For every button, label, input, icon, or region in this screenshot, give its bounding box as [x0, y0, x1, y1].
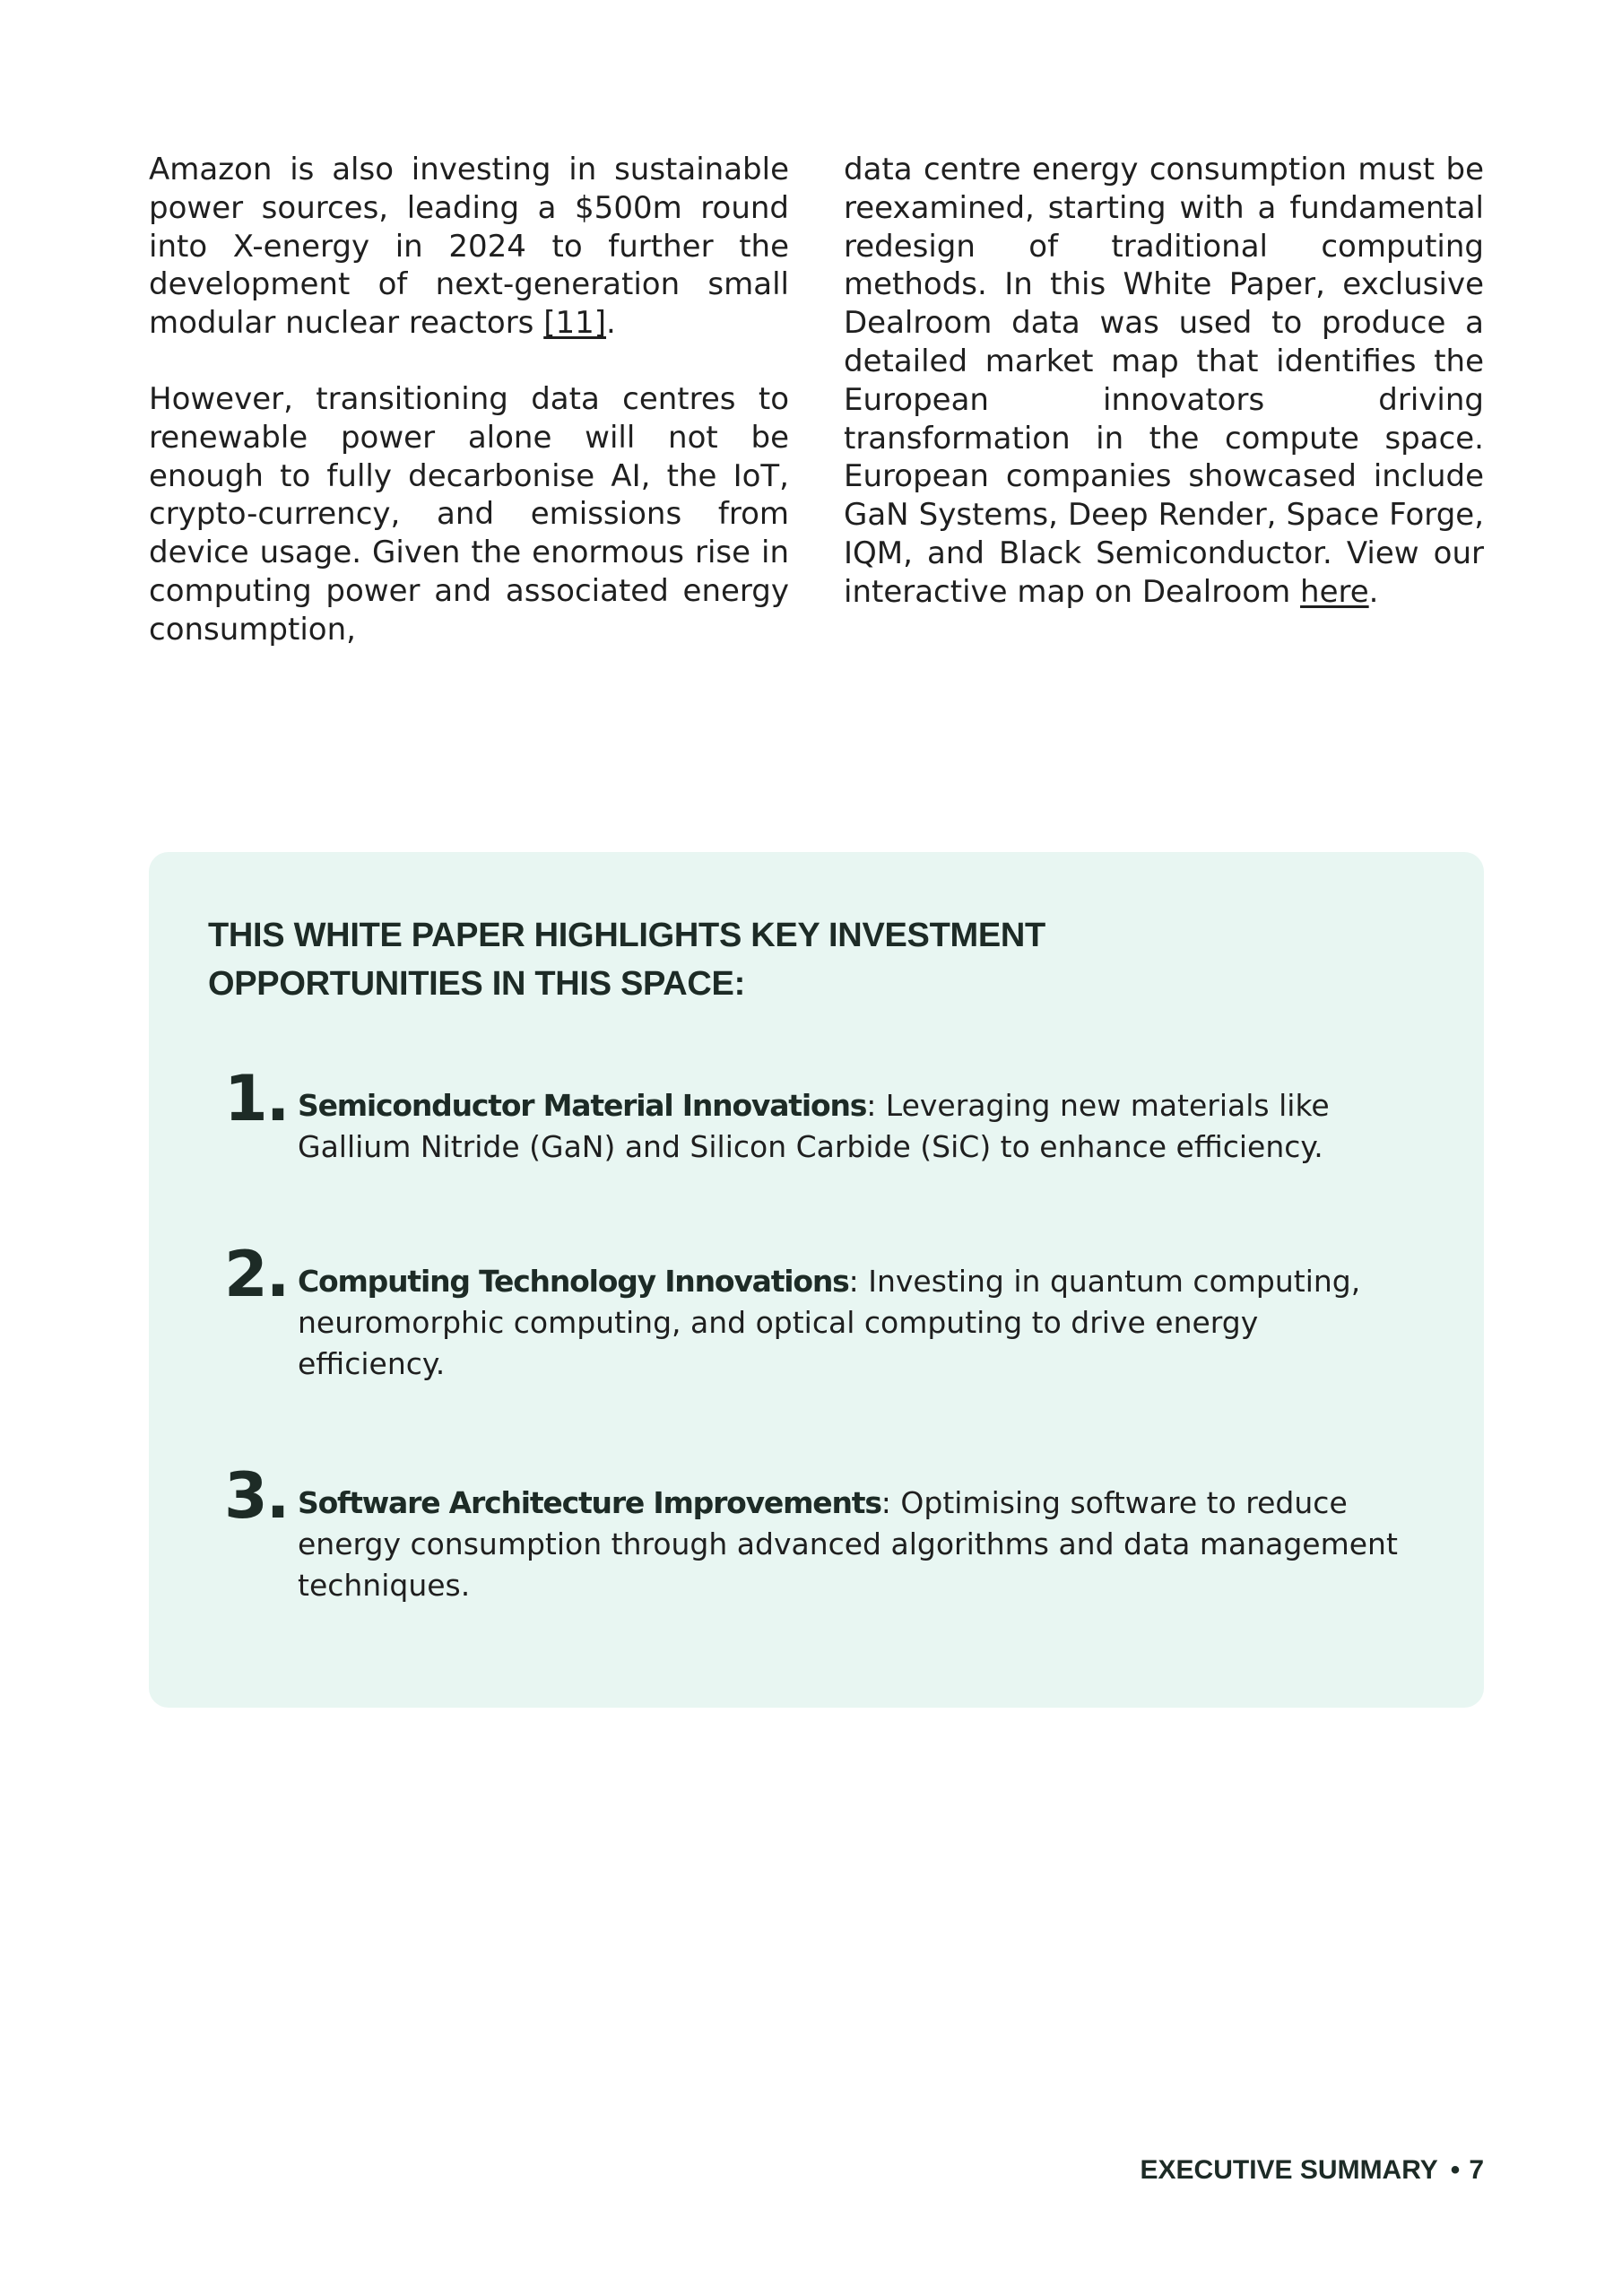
page-footer [1141, 2152, 1484, 2188]
left-paragraph-1-text: Amazon is also investing in sustainable power sources, leading a $500m round into X-energy in 2024 to further the development of next-generation small modular nuclear reactors [149, 152, 789, 342]
highlight-description: : Investing in quantum computing, neuromorphic computing, and optical computing to drive energy efficiency. [298, 1264, 1361, 1381]
right-paragraph-1-end: . [1368, 573, 1379, 610]
highlight-name: Computing Technology Innovations [298, 1264, 849, 1299]
left-column [149, 151, 789, 649]
highlight-name: Semiconductor Material Innovations [298, 1088, 867, 1123]
left-paragraph-2: However, transitioning data centres to renewable power alone will not be enough to fully decarbonise AI, the IoT, crypto-currency, and emissions from device usage. Given the enormous rise in computing power and associated energy consumption, [149, 380, 789, 648]
left-paragraph-1-end: . [606, 305, 616, 342]
highlight-name: Software Architecture Improvements [298, 1485, 881, 1520]
highlights-box [149, 852, 1484, 1708]
highlights-title: THIS WHITE PAPER HIGHLIGHTS KEY INVESTMENT OPPORTUNITIES IN THIS SPACE: [208, 917, 1045, 1003]
right-column [844, 151, 1484, 612]
highlight-text [298, 1483, 1409, 1606]
right-paragraph-1-text: data centre energy consumption must be reexamined, starting with a fundamental redesign of traditional computing methods. In this White Paper, exclusive Dealroom data was used to produce a detailed market map that identifies the European innovators driving transformation in the compute space. European companies showcased include GaN Systems, Deep Render, Space Forge, IQM, and Black Semiconductor. View our interactive map on Dealroom [844, 152, 1484, 610]
highlight-number: 1. [224, 1062, 289, 1135]
highlight-description: : Leveraging new materials like Gallium Nitride (GaN) and Silicon Carbide (SiC) to enhance efficiency. [298, 1088, 1330, 1164]
highlight-number: 3. [224, 1459, 289, 1533]
left-paragraph-1 [149, 151, 789, 343]
reference-link-11[interactable]: [11] [543, 305, 607, 342]
highlight-text [298, 1261, 1409, 1385]
footer-separator: • [1450, 2155, 1461, 2185]
page-number: 7 [1469, 2155, 1484, 2185]
dealroom-map-link[interactable]: here [1300, 573, 1369, 610]
highlight-description: : Optimising software to reduce energy consumption through advanced algorithms and data management techniques. [298, 1485, 1398, 1603]
right-paragraph-1 [844, 151, 1484, 612]
highlight-text [298, 1085, 1409, 1168]
highlight-number: 2. [224, 1238, 289, 1311]
footer-section-title: EXECUTIVE SUMMARY [1140, 2155, 1438, 2185]
